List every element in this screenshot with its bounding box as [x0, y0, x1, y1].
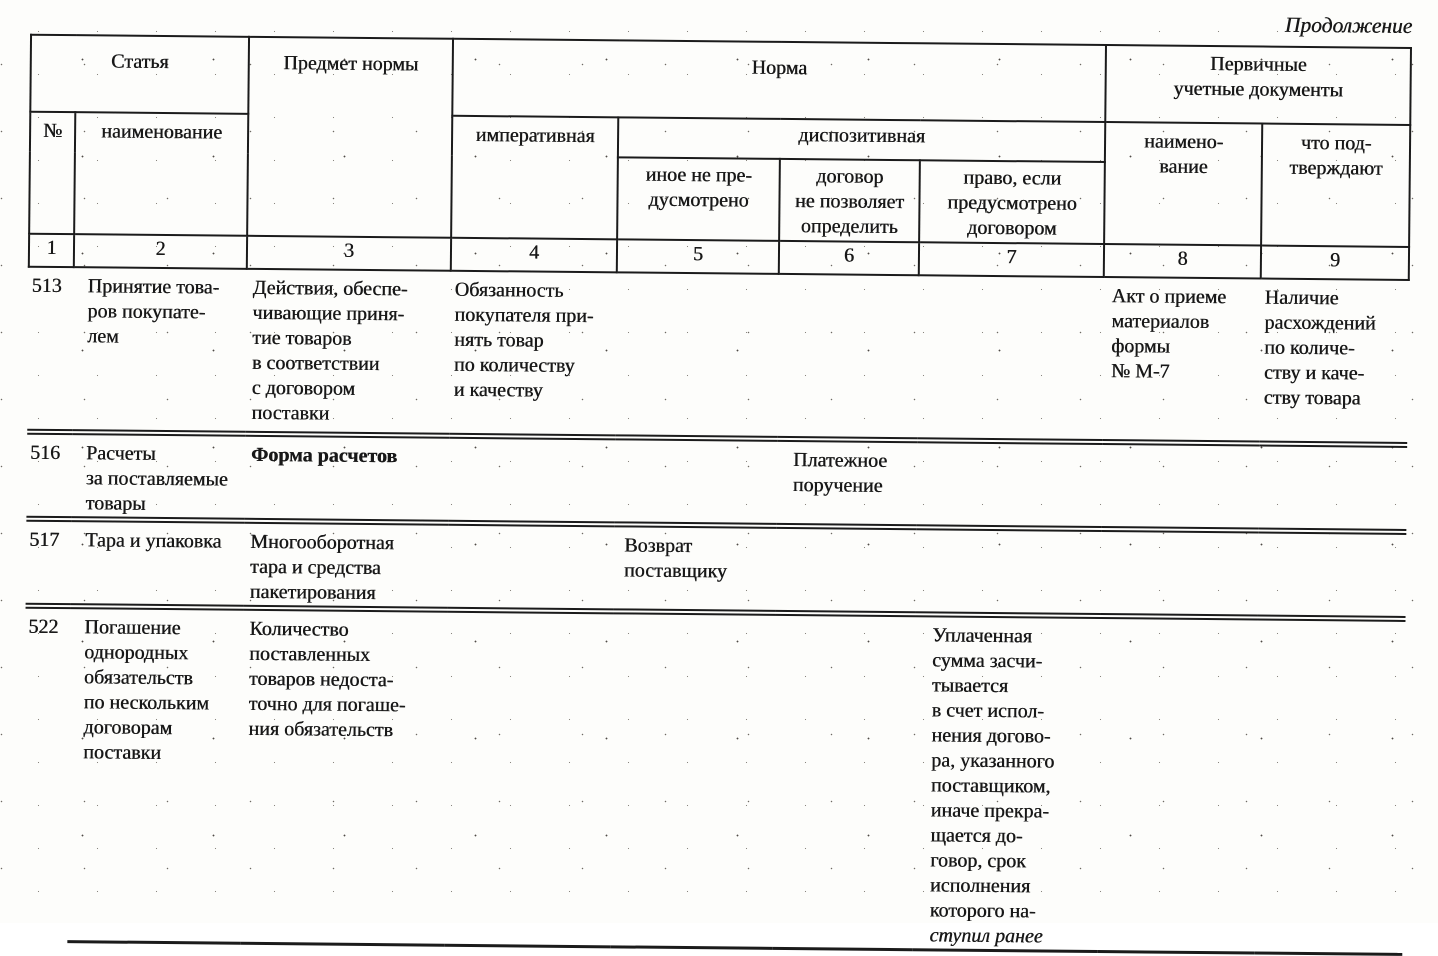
header-pravo-esli: право, если предусмотрено договором: [919, 160, 1105, 244]
col-number-8: 8: [1104, 244, 1261, 279]
cell-516-number: 516: [29, 441, 61, 465]
col-number-4: 4: [451, 238, 617, 273]
cell-513-predmet: Действия, обеспе- чивающие приня- тие товаров в соответствии с договором поставки: [251, 276, 408, 425]
header-dogovor-ne-pozvolyaet: договор не позволяет определить: [779, 159, 920, 242]
table-row-522: [22, 606, 1405, 955]
cell-517-dogovor: [776, 526, 917, 614]
col-number-3: 3: [247, 236, 451, 271]
cell-517-number: 517: [29, 528, 60, 552]
cell-513-name: Принятие това- ров покупате- лем: [87, 275, 220, 348]
cell-513-dogovor: [777, 274, 919, 440]
cell-516-imperativnaya: [448, 436, 615, 525]
cell-517-name: Тара и упаковка: [85, 529, 222, 553]
col-number-7: 7: [919, 242, 1104, 277]
cell-513-number: 513: [31, 274, 62, 298]
header-doc-confirm: что под- тверждают: [1261, 124, 1410, 247]
cell-522-pravo: [912, 614, 1100, 951]
cell-517-imperativnaya: [448, 523, 615, 612]
cell-522-pravo-main: Уплаченная сумма засчи- тывается в счет испол- нения догово- ра, указанного поставщиком, иначе прекра- щается до- говор, срок исполнения которого на-: [929, 624, 1055, 923]
cell-522-doc-confirm: [1254, 618, 1405, 955]
cell-522-doc-name: [1097, 616, 1257, 953]
header-inoe-ne-predusmotreno: иное не пре- дусмотрено: [617, 157, 780, 241]
cell-517-predmet: Многооборотная тара и средства пакетирования: [249, 530, 394, 605]
continuation-label: Продолжение: [1284, 12, 1413, 38]
header-dispozitivnaya: диспозитивная: [618, 117, 1105, 162]
col-number-2: 2: [74, 234, 247, 269]
header-nomer: №: [29, 112, 75, 234]
col-number-6: 6: [779, 241, 919, 275]
col-number-9: 9: [1261, 246, 1409, 280]
cell-516-name: Расчеты за поставляемые товары: [85, 442, 228, 515]
header-statya: Статья: [30, 35, 249, 114]
cell-513-doc-confirm: Наличие расхождений по количе- ству и каче- ству товара: [1263, 286, 1376, 410]
cell-522-imperativnaya: [444, 610, 613, 947]
cell-517-pravo: [916, 527, 1102, 616]
cell-522-name: Погашение однородных обязательств по нескольким договорам поставки: [67, 606, 243, 943]
header-imperativnaya: императивная: [451, 116, 618, 240]
cell-516-predmet: Форма расчетов: [250, 443, 398, 468]
cell-513-pravo: [917, 275, 1104, 442]
cell-516-doc-name: [1101, 442, 1259, 531]
cell-517-doc-confirm: [1258, 531, 1407, 619]
cell-513-doc-name: Акт о приеме материалов формы № М-7: [1110, 285, 1227, 383]
table-row-513: [27, 267, 1409, 445]
cell-522-number: 522: [28, 615, 59, 639]
header-norma: Норма: [452, 39, 1106, 122]
table-row-516: [26, 432, 1407, 532]
table-row-517: [26, 519, 1407, 619]
header-naimenovanie: наименование: [74, 112, 248, 236]
norms-table: [21, 34, 1412, 956]
header-pervichnye-dokumenty: Первичные учетные документы: [1105, 45, 1411, 125]
cell-522-predmet: Количество поставленных товаров недоста- точно для погаше- ния обязательств: [240, 608, 447, 945]
cell-513-imperativnaya: Обязанность покупателя при- нять товар по количеству и качеству: [453, 278, 594, 402]
cell-517-inoe: Возврат поставщику: [623, 534, 727, 583]
header-row-groups: [30, 35, 1411, 125]
col-number-5: 5: [617, 239, 779, 274]
cell-516-doc-confirm: [1258, 444, 1407, 532]
cell-516-dogovor: Платежное поручение: [792, 449, 888, 497]
header-doc-naimenovanie: наимено- вание: [1104, 122, 1262, 246]
col-number-1: 1: [29, 234, 74, 267]
cell-517-doc-name: [1101, 529, 1259, 618]
cell-522-dogovor: [772, 613, 915, 950]
cell-522-pravo-italic: ступил ранее: [929, 924, 1043, 948]
header-predmet-normy: Предмет нормы: [247, 37, 453, 238]
cell-516-inoe: [614, 437, 777, 526]
cell-516-pravo: [916, 440, 1102, 529]
cell-522-inoe: [610, 611, 775, 948]
cell-513-inoe: [615, 272, 779, 439]
